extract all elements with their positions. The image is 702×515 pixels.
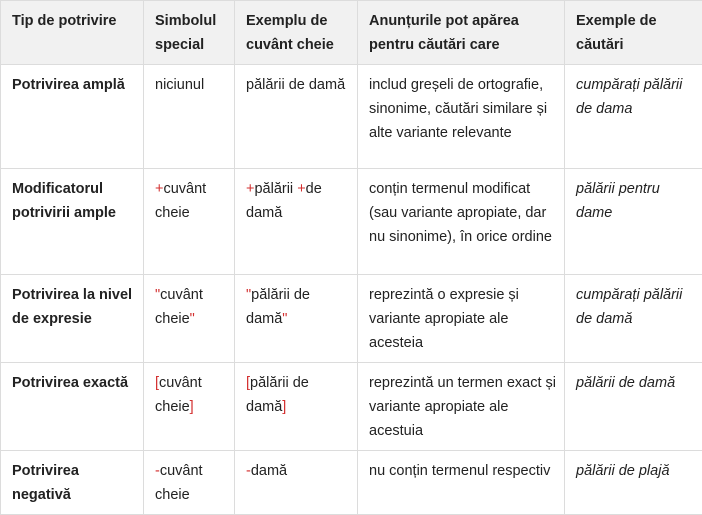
keyword-text: pălării: [254, 181, 297, 197]
keyword-text: pălării de damă: [246, 375, 309, 415]
operator: ": [190, 311, 195, 327]
table-row: [1, 275, 702, 363]
description-cell: reprezintă un termen exact și variante apropiate ale acestuia: [358, 363, 565, 451]
keyword-text: de damă: [246, 181, 322, 221]
header-row: [1, 1, 702, 65]
symbol-cell: [144, 363, 235, 451]
header-search-examples: Exemple de căutări: [565, 1, 702, 65]
symbol-text: cuvânt cheie: [155, 181, 206, 221]
match-type-cell: Potrivirea la nivel de expresie: [1, 275, 144, 363]
example-cell: pălării de plajă: [565, 451, 702, 515]
operator: ": [282, 311, 287, 327]
operator: +: [297, 181, 305, 197]
symbol-cell: [144, 65, 235, 169]
match-type-cell: Potrivirea amplă: [1, 65, 144, 169]
match-type-cell: Potrivirea exactă: [1, 363, 144, 451]
operator: ]: [190, 399, 194, 415]
operator: +: [246, 181, 254, 197]
description-cell: reprezintă o expresie și variante apropiate ale acesteia: [358, 275, 565, 363]
description-cell: nu conțin termenul respectiv: [358, 451, 565, 515]
operator: ": [246, 287, 251, 303]
symbol-text: cuvânt cheie: [155, 375, 202, 415]
header-ads-may-show: Anunțurile pot apărea pentru căutări care: [358, 1, 565, 65]
header-special-symbol: Simbolul special: [144, 1, 235, 65]
operator: [: [246, 375, 250, 391]
header-match-type: Tip de potrivire: [1, 1, 144, 65]
symbol-text: cuvânt cheie: [155, 287, 203, 327]
operator: +: [155, 181, 163, 197]
keyword-text: damă: [251, 463, 287, 479]
operator: -: [155, 463, 160, 479]
keyword-cell: [235, 275, 358, 363]
example-cell: pălării de damă: [565, 363, 702, 451]
symbol-cell: [144, 451, 235, 515]
keyword-text: pălării de damă: [246, 77, 345, 93]
description-cell: conțin termenul modificat (sau variante apropiate, dar nu sinonime), în orice ordine: [358, 169, 565, 275]
table-row: [1, 169, 702, 275]
symbol-text: cuvânt cheie: [155, 463, 203, 503]
table-row: [1, 451, 702, 515]
table-row: [1, 363, 702, 451]
match-type-cell: Potrivirea negativă: [1, 451, 144, 515]
operator: [: [155, 375, 159, 391]
operator: -: [246, 463, 251, 479]
symbol-text: niciunul: [155, 77, 204, 93]
example-cell: pălării pentru dame: [565, 169, 702, 275]
symbol-cell: [144, 169, 235, 275]
header-keyword-example: Exemplu de cuvânt cheie: [235, 1, 358, 65]
example-cell: cumpărați pălării de dama: [565, 65, 702, 169]
operator: ": [155, 287, 160, 303]
operator: ]: [282, 399, 286, 415]
keyword-cell: [235, 363, 358, 451]
symbol-cell: [144, 275, 235, 363]
table-header: [1, 1, 702, 65]
keyword-cell: [235, 169, 358, 275]
match-type-cell: Modificatorul potrivirii ample: [1, 169, 144, 275]
keyword-text: pălării de damă: [246, 287, 310, 327]
keyword-cell: [235, 65, 358, 169]
example-cell: cumpărați pălării de damă: [565, 275, 702, 363]
description-cell: includ greșeli de ortografie, sinonime, căutări similare și alte variante relevante: [358, 65, 565, 169]
keyword-cell: [235, 451, 358, 515]
table-row: [1, 65, 702, 169]
table-body: [1, 65, 702, 515]
